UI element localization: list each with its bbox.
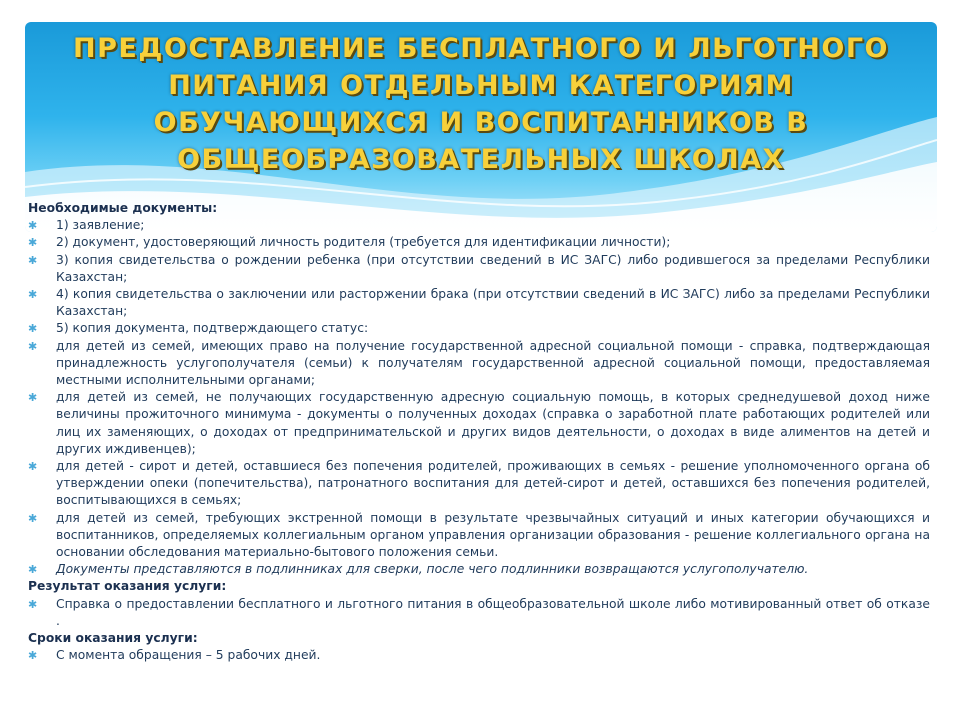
terms-heading: Сроки оказания услуги: bbox=[28, 631, 198, 646]
bullet-icon: ✱ bbox=[28, 236, 38, 250]
list-item-text: 4) копия свидетельства о заключении или расторжении брака (при отсутствии сведений в ИС ЗАГС) либо за пределами Республики Казахстан; bbox=[56, 287, 930, 319]
list-item bbox=[28, 338, 930, 390]
bullet-icon: ✱ bbox=[28, 288, 38, 302]
content-body bbox=[28, 200, 930, 664]
title-line: ОБЩЕОБРАЗОВАТЕЛЬНЫХ ШКОЛАХ bbox=[177, 144, 785, 175]
list-item-text: 2) документ, удостоверяющий личность родителя (требуется для идентификации личности); bbox=[56, 235, 671, 250]
list-item-text: 1) заявление; bbox=[56, 218, 145, 233]
title-line: ПРЕДОСТАВЛЕНИЕ БЕСПЛАТНОГО И ЛЬГОТНОГО bbox=[72, 33, 889, 64]
list-item bbox=[28, 647, 930, 664]
list-item-text: для детей из семей, требующих экстренной помощи в результате чрезвычайных ситуаций и иных категории обучающихся и воспитанников, определяемых коллегиальным органом управления организации образования - решение коллегиального органа на основании обследования материально-бытового положения семьи. bbox=[56, 510, 930, 560]
bullet-icon: ✱ bbox=[28, 649, 38, 663]
list-item-text: для детей из семей, не получающих государственную адресную социальную помощь, в которых среднедушевой доход ниже величины прожиточного минимума - документы о полученных доходах (справка о заработной плате работающих родителей или лиц их заменяющих, о доходах от предпринимательской и других видов деятельности, о доходах в виде алиментов на детей и других иждивенцев); bbox=[56, 390, 930, 456]
list-item bbox=[28, 389, 930, 458]
list-item-text: для детей - сирот и детей, оставшиеся без попечения родителей, проживающих в семьях - решение уполномоченного органа об утверждении опеки (попечительства), патронатного воспитания для детей-сирот и детей, оставшихся без попечения родителей, воспитывающихся в семьях; bbox=[56, 459, 930, 508]
bullet-icon: ✱ bbox=[28, 511, 38, 525]
list-item bbox=[28, 561, 930, 578]
bullet-icon: ✱ bbox=[28, 339, 38, 353]
bullet-icon: ✱ bbox=[28, 391, 38, 405]
result-list bbox=[28, 596, 930, 630]
terms-list bbox=[28, 647, 930, 664]
list-item-text: С момента обращения – 5 рабочих дней. bbox=[56, 648, 321, 663]
title-line: ПИТАНИЯ ОТДЕЛЬНЫМ КАТЕГОРИЯМ bbox=[168, 70, 794, 101]
list-item bbox=[28, 252, 930, 286]
list-item-text: 5) копия документа, подтверждающего статус: bbox=[56, 321, 369, 336]
documents-heading: Необходимые документы: bbox=[28, 201, 218, 215]
list-item bbox=[28, 596, 930, 630]
bullet-icon: ✱ bbox=[28, 460, 38, 474]
bullet-icon: ✱ bbox=[28, 322, 38, 336]
bullet-icon: ✱ bbox=[28, 563, 38, 577]
list-item-text: Справка о предоставлении бесплатного и льготного питания в общеобразовательной школе либо мотивированный ответ об отказе . bbox=[56, 596, 930, 628]
list-item-text: Документы представляются в подлинниках для сверки, после чего подлинники возвращаются услугополучателю. bbox=[56, 562, 809, 577]
result-heading: Результат оказания услуги: bbox=[28, 579, 227, 594]
list-item-text: 3) копия свидетельства о рождении ребенка (при отсутствии сведений в ИС ЗАГС) либо родившегося за пределами Республики Казахстан; bbox=[56, 252, 930, 284]
bullet-icon: ✱ bbox=[28, 219, 38, 233]
list-item bbox=[28, 320, 930, 337]
title-line: ОБУЧАЮЩИХСЯ И ВОСПИТАННИКОВ В bbox=[153, 107, 809, 138]
list-item-text: для детей из семей, имеющих право на получение государственной адресной социальной помощи - справка, подтверждающая принадлежность услугополучателя (семьи) к получателям государственной адресной социальной помощи, предоставляемая местными исполнительными органами; bbox=[56, 338, 930, 388]
list-item bbox=[28, 458, 930, 510]
list-item bbox=[28, 234, 930, 251]
bullet-icon: ✱ bbox=[28, 597, 38, 611]
bullet-icon: ✱ bbox=[28, 253, 38, 267]
documents-list bbox=[28, 217, 930, 578]
page-title bbox=[25, 30, 937, 178]
list-item bbox=[28, 286, 930, 320]
list-item bbox=[28, 510, 930, 562]
list-item bbox=[28, 217, 930, 234]
